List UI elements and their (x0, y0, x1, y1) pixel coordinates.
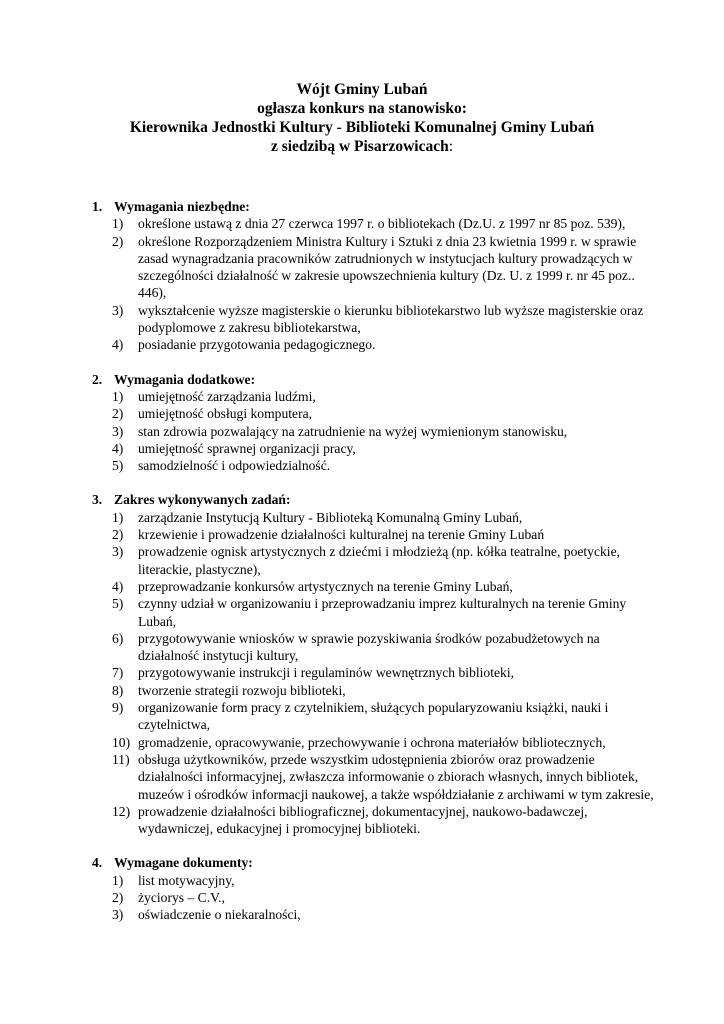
list-item (92, 664, 657, 681)
list-item-text: umiejętność obsługi komputera, (138, 406, 313, 422)
list-item-text: posiadanie przygotowania pedagogicznego. (138, 337, 376, 353)
header-title: Wójt Gminy Lubań (296, 81, 428, 98)
header-location-colon: : (448, 138, 454, 155)
list-item (92, 233, 657, 302)
list-item-number: 1) (112, 872, 124, 888)
list-item (92, 336, 657, 353)
list-item (92, 889, 657, 906)
list-item (92, 578, 657, 595)
document-body (92, 198, 657, 941)
list-item-number: 3) (112, 907, 124, 923)
list-item-number: 2) (112, 889, 124, 905)
header-location (0, 137, 724, 156)
list-item-text: umiejętność sprawnej organizacji pracy, (138, 440, 356, 456)
section-4 (92, 854, 657, 923)
list-item-number: 8) (112, 682, 124, 698)
list-item-number: 1) (112, 216, 124, 232)
list-item-number: 1) (112, 388, 124, 404)
list-item-text: stan zdrowia pozwalający na zatrudnienie na wyżej wymienionym stanowisku, (138, 423, 568, 439)
list-item-text: przygotowywanie wniosków w sprawie pozyskiwania środków pozabudżetowych na działalność instytucji kultury, (138, 630, 600, 664)
section-list (92, 509, 657, 838)
section-2 (92, 371, 657, 475)
section-number: 1. (92, 199, 103, 214)
section-number: 2. (92, 371, 103, 387)
section-title-text: Zakres wykonywanych zadań: (114, 492, 291, 508)
section-number: 3. (92, 492, 103, 508)
list-item-text: oświadczenie o niekaralności, (138, 907, 301, 923)
section-1 (92, 198, 657, 354)
list-item-number: 3) (112, 302, 124, 318)
list-item-text: gromadzenie, opracowywanie, przechowywanie i ochrona materiałów bibliotecznych, (138, 734, 606, 750)
list-item-number: 11) (112, 751, 130, 767)
list-item (92, 595, 657, 630)
list-item (92, 630, 657, 665)
list-item-number: 12) (112, 803, 131, 819)
list-item (92, 803, 657, 838)
list-item (92, 872, 657, 889)
list-item (92, 526, 657, 543)
list-item (92, 423, 657, 440)
list-item-number: 10) (112, 734, 131, 750)
list-item-number: 2) (112, 406, 124, 422)
list-item-text: określone ustawą z dnia 27 czerwca 1997 r. o bibliotekach (Dz.U. z 1997 nr 85 poz. 539), (138, 216, 626, 232)
section-title-text: Wymagania dodatkowe: (114, 371, 256, 387)
list-item (92, 405, 657, 422)
list-item-text: organizowanie form pracy z czytelnikiem, służących popularyzowaniu książki, nauki i czytelnictwa, (138, 700, 609, 733)
list-item-text: określone Rozporządzeniem Ministra Kultury i Sztuki z dnia 23 kwietnia 1999 r. w sprawie zasad wynagradzania pracowników zatrudnionych w instytucjach kultury prowadzących w szczególności działalność w zakresie upowszechnienia kultury (Dz. U. z 1999 r. nr 45 poz.. 446), (138, 233, 637, 301)
list-item-text: krzewienie i prowadzenie działalności kulturalnej na terenie Gminy Lubań (138, 527, 545, 543)
list-item (92, 734, 657, 751)
section-title (92, 198, 657, 215)
document-header (0, 80, 724, 156)
list-item-number: 9) (112, 700, 124, 716)
section-title-text: Wymagane dokumenty: (114, 855, 253, 871)
header-announcement: ogłasza konkurs na stanowisko: (257, 100, 467, 117)
section-number: 4. (92, 855, 103, 871)
list-item-number: 5) (112, 596, 124, 612)
list-item-text: tworzenie strategii rozwoju biblioteki, (138, 682, 346, 698)
list-item (92, 543, 657, 578)
section-title-text: Wymagania niezbędne: (114, 199, 250, 214)
list-item-text: przygotowywanie instrukcji i regulaminów wewnętrznych biblioteki, (138, 665, 514, 681)
section-list (92, 215, 657, 353)
list-item (92, 509, 657, 526)
list-item (92, 457, 657, 474)
list-item-number: 2) (112, 527, 124, 543)
section-list (92, 388, 657, 474)
list-item-text: umiejętność zarządzania ludźmi, (138, 388, 316, 404)
list-item-number: 4) (112, 440, 124, 456)
list-item-text: czynny udział w organizowaniu i przeprowadzaniu imprez kulturalnych na terenie Gminy Lubań, (138, 596, 627, 629)
list-item-text: prowadzenie ognisk artystycznych z dziećmi i młodzieżą (np. kółka teatralne, poetyckie, literackie, plastyczne), (138, 544, 621, 577)
header-position: Kierownika Jednostki Kultury - Biblioteki Komunalnej Gminy Lubań (129, 119, 595, 136)
header-location-text: z siedzibą w Pisarzowicach (270, 138, 449, 155)
list-item-number: 4) (112, 578, 124, 594)
list-item (92, 682, 657, 699)
list-item-text: życiorys – C.V., (138, 889, 225, 905)
section-title (92, 371, 657, 388)
list-item-text: list motywacyjny, (138, 872, 235, 888)
list-item (92, 302, 657, 337)
list-item-number: 3) (112, 423, 124, 439)
list-item-text: zarządzanie Instytucją Kultury - Biblioteką Komunalną Gminy Lubań, (138, 509, 523, 525)
list-item-text: wykształcenie wyższe magisterskie o kierunku bibliotekarstwo lub wyższe magisterskie oraz podyplomowe z zakresu bibliotekarstwa, (138, 302, 644, 336)
list-item-number: 6) (112, 630, 124, 646)
list-item (92, 751, 657, 803)
list-item-text: przeprowadzanie konkursów artystycznych na terenie Gminy Lubań, (138, 578, 513, 594)
section-title (92, 854, 657, 871)
section-list (92, 872, 657, 924)
list-item (92, 440, 657, 457)
list-item-text: samodzielność i odpowiedzialność. (138, 458, 331, 474)
list-item (92, 906, 657, 923)
list-item-number: 3) (112, 544, 124, 560)
list-item-number: 1) (112, 509, 124, 525)
list-item-text: obsługa użytkowników, przede wszystkim udostępnienia zbiorów oraz prowadzenie działalności informacyjnej, zwłaszcza informowanie o zbiorach własnych, innych bibliotek, muzeów i ośrodków informacji naukowej, a także współdziałanie z archiwami w tym zakresie, (138, 751, 654, 802)
section-3 (92, 491, 657, 837)
list-item-text: prowadzenie działalności bibliograficznej, dokumentacyjnej, naukowo-badawczej, wydawniczej, edukacyjnej i promocyjnej biblioteki. (138, 803, 588, 837)
list-item-number: 5) (112, 458, 124, 474)
list-item (92, 699, 657, 734)
list-item-number: 2) (112, 233, 124, 249)
section-title (92, 491, 657, 508)
list-item-number: 4) (112, 337, 124, 353)
list-item (92, 215, 657, 232)
list-item-number: 7) (112, 665, 124, 681)
list-item (92, 388, 657, 405)
